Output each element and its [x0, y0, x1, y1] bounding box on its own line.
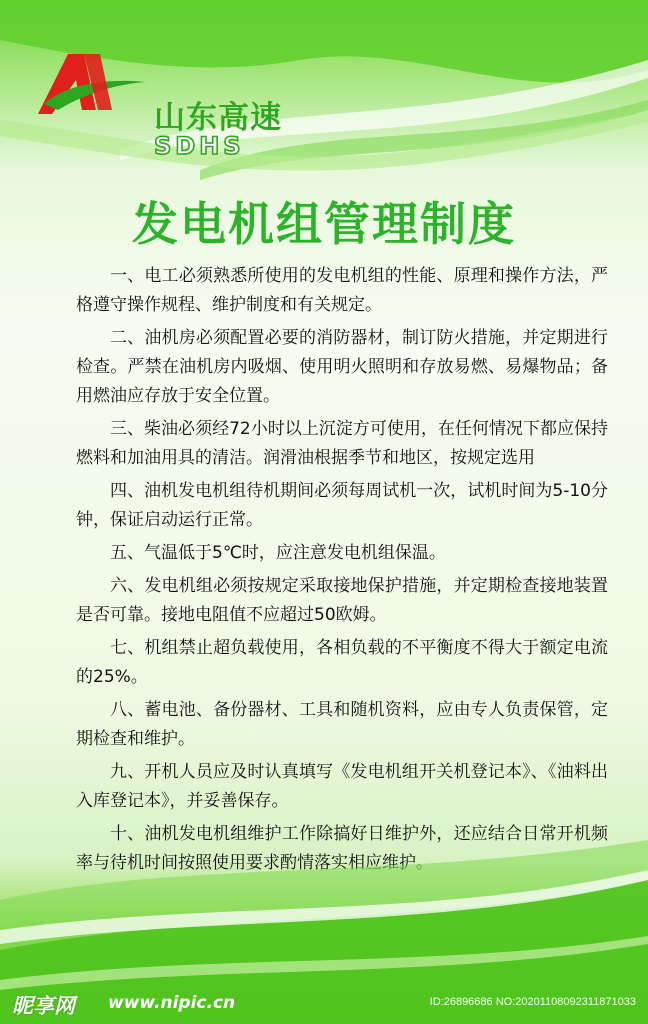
rule-item: 九、开机人员应及时认真填写《发电机组开关机登记本》、《油料出入库登记本》，并妥善保存。 [76, 762, 608, 811]
company-logo [36, 44, 282, 160]
logo-a-mark-icon [36, 44, 156, 124]
watermark-id: ID:26896686 NO:20201108092311871033 [429, 996, 636, 1008]
watermark-url: www.nipic.cn [108, 993, 236, 1013]
page-title: 发电机组管理制度 [132, 197, 516, 251]
rule-item: 五、气温低于5℃时，应注意发电机组保温。 [110, 543, 446, 563]
logo-english-name: SDHS [154, 132, 245, 160]
watermark-brand: 昵享网 [12, 994, 75, 1018]
rule-item: 三、柴油必须经72小时以上沉淀方可使用，在任何情况下都应保持燃料和加油用具的清洁。润滑油根据季节和地区，按规定选用 [76, 419, 608, 468]
rule-item: 七、机组禁止超负载使用，各相负载的不平衡度不得大于额定电流的25%。 [76, 638, 608, 687]
rule-item: 八、蓄电池、备份器材、工具和随机资料，应由专人负责保管，定期检查和维护。 [76, 700, 608, 749]
rule-item: 二、油机房必须配置必要的消防器材，制订防火措施，并定期进行检查。严禁在油机房内吸烟、使用明火照明和存放易燃、易爆物品；备用燃油应存放于安全位置。 [76, 328, 608, 406]
rule-item: 四、油机发电机组待机期间必须每周试机一次，试机时间为5-10分钟，保证启动运行正常。 [76, 481, 608, 530]
rule-item: 十、油机发电机组维护工作除搞好日维护外，还应结合日常开机频率与待机时间按照使用要求酌情落实相应维护。 [76, 824, 608, 873]
rules-list [76, 262, 608, 882]
rule-item: 六、发电机组必须按规定采取接地保护措施，并定期检查接地装置是否可靠。接地电阻值不应超过50欧姆。 [76, 576, 608, 625]
rule-item: 一、电工必须熟悉所使用的发电机组的性能、原理和操作方法，严格遵守操作规程、维护制度和有关规定。 [76, 266, 608, 315]
logo-chinese-name: 山东高速 [154, 100, 282, 136]
